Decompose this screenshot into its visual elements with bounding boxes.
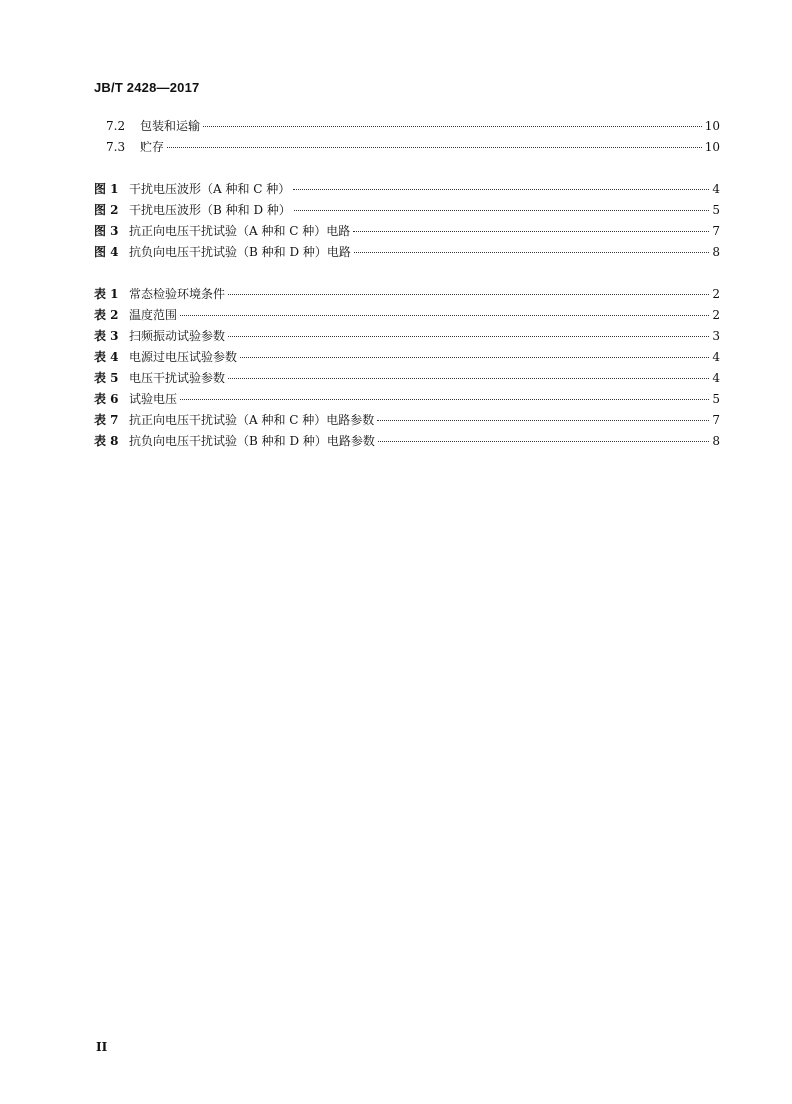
entry-number: 表 4 — [94, 350, 119, 364]
toc-entry[interactable] — [94, 327, 720, 348]
toc-figures — [94, 180, 720, 264]
entry-page: 5 — [712, 392, 720, 406]
entry-title: 贮存 — [140, 140, 165, 154]
dot-leader — [180, 399, 709, 400]
toc-entry[interactable] — [94, 201, 720, 222]
entry-number: 7.3 — [106, 140, 126, 154]
entry-number: 图 3 — [94, 224, 119, 238]
entry-title: 扫频振动试验参数 — [129, 329, 226, 343]
entry-title: 包装和运输 — [140, 119, 201, 133]
toc-entry[interactable] — [94, 222, 720, 243]
entry-title: 试验电压 — [129, 392, 178, 406]
entry-number: 表 6 — [94, 392, 119, 406]
toc-entry[interactable] — [94, 432, 720, 453]
entry-page: 8 — [712, 245, 720, 259]
dot-leader — [378, 441, 709, 442]
toc-entry[interactable] — [94, 411, 720, 432]
dot-leader — [167, 147, 702, 148]
dot-leader — [354, 252, 709, 253]
entry-page: 7 — [712, 413, 720, 427]
toc-entry[interactable] — [94, 243, 720, 264]
dot-leader — [228, 336, 709, 337]
entry-number: 图 2 — [94, 203, 119, 217]
entry-page: 8 — [712, 434, 720, 448]
entry-number: 表 3 — [94, 329, 119, 343]
dot-leader — [228, 378, 709, 379]
entry-number: 表 5 — [94, 371, 119, 385]
dot-leader — [353, 231, 709, 232]
entry-title: 抗正向电压干扰试验（A 种和 C 种）电路 — [129, 224, 351, 238]
toc-entry[interactable] — [94, 369, 720, 390]
entry-number: 表 8 — [94, 434, 119, 448]
entry-title: 电源过电压试验参数 — [129, 350, 238, 364]
toc-entry[interactable] — [94, 180, 720, 201]
standard-code: JB/T 2428—2017 — [94, 80, 200, 95]
toc-tables — [94, 285, 720, 453]
dot-leader — [228, 294, 709, 295]
entry-title: 干扰电压波形（B 种和 D 种） — [129, 203, 291, 217]
entry-page: 10 — [704, 140, 720, 154]
entry-page: 10 — [704, 119, 720, 133]
entry-page: 2 — [712, 287, 720, 301]
entry-page: 4 — [712, 350, 720, 364]
toc-entry[interactable] — [94, 138, 720, 159]
entry-page: 4 — [712, 371, 720, 385]
entry-title: 干扰电压波形（A 种和 C 种） — [129, 182, 291, 196]
entry-number: 7.2 — [106, 119, 126, 133]
dot-leader — [180, 315, 709, 316]
toc-entry[interactable] — [94, 348, 720, 369]
dot-leader — [294, 210, 709, 211]
entry-title: 抗正向电压干扰试验（A 种和 C 种）电路参数 — [129, 413, 375, 427]
entry-number: 图 1 — [94, 182, 119, 196]
entry-number: 表 2 — [94, 308, 119, 322]
toc-entry[interactable] — [94, 285, 720, 306]
entry-title: 温度范围 — [129, 308, 178, 322]
entry-number: 图 4 — [94, 245, 119, 259]
entry-page: 2 — [712, 308, 720, 322]
entry-page: 5 — [712, 203, 720, 217]
entry-page: 3 — [712, 329, 720, 343]
toc-entry[interactable] — [94, 306, 720, 327]
dot-leader — [203, 126, 702, 127]
entry-page: 7 — [712, 224, 720, 238]
dot-leader — [377, 420, 709, 421]
entry-title: 电压干扰试验参数 — [129, 371, 226, 385]
entry-title: 抗负向电压干扰试验（B 种和 D 种）电路 — [129, 245, 351, 259]
entry-page: 4 — [712, 182, 720, 196]
toc-sections — [94, 117, 720, 159]
page-number: II — [96, 1040, 108, 1054]
entry-title: 常态检验环境条件 — [129, 287, 226, 301]
dot-leader — [293, 189, 709, 190]
entry-number: 表 1 — [94, 287, 119, 301]
entry-title: 抗负向电压干扰试验（B 种和 D 种）电路参数 — [129, 434, 375, 448]
entry-number: 表 7 — [94, 413, 119, 427]
toc-entry[interactable] — [94, 117, 720, 138]
toc-entry[interactable] — [94, 390, 720, 411]
dot-leader — [240, 357, 709, 358]
